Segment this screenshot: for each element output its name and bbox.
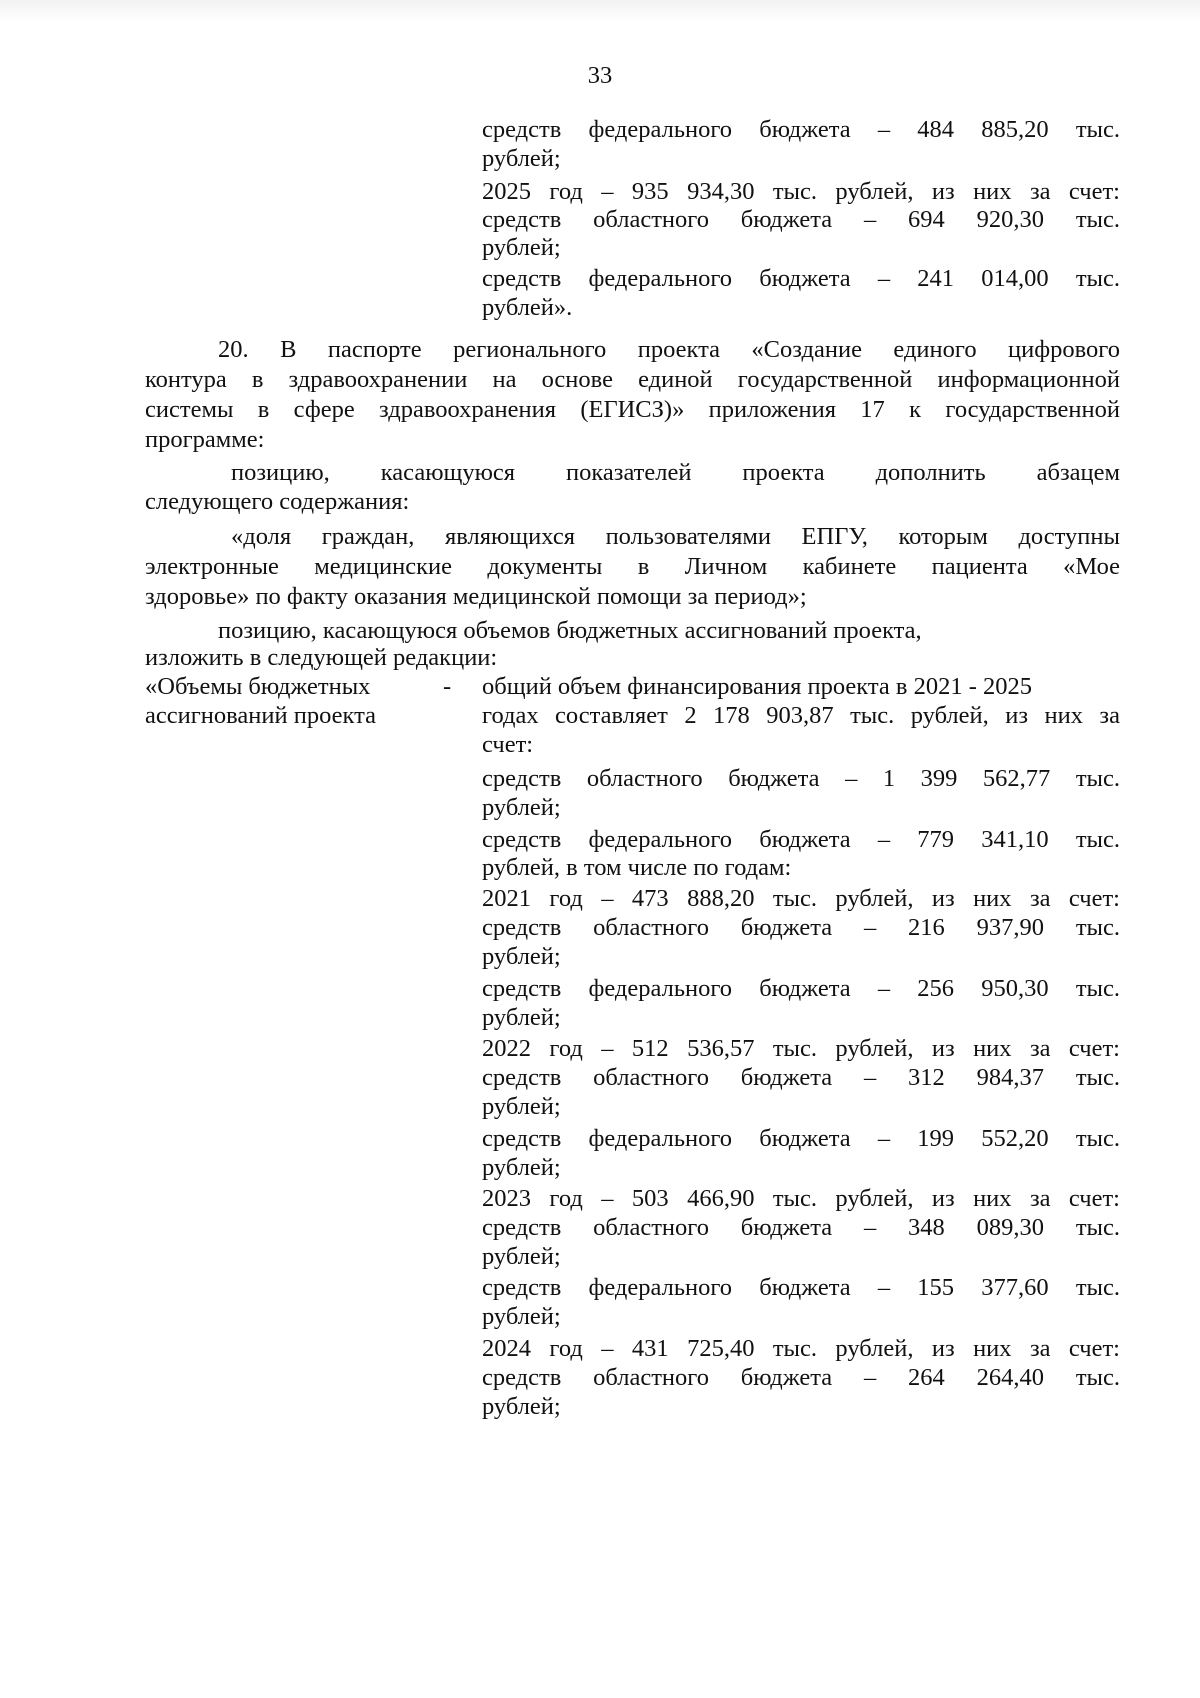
- financing-line: рублей, в том числе по годам:: [482, 854, 792, 881]
- financing-line: рублей;: [482, 1004, 561, 1031]
- financing-line: счет:: [482, 731, 534, 758]
- table-left-label: «Объемы бюджетных: [145, 673, 371, 700]
- financing-line: рублей;: [482, 1303, 561, 1330]
- financing-line: общий объем финансирования проекта в 2021 - 2025: [482, 673, 1032, 700]
- text-line: 2025 год – 935 934,30 тыс. рублей, из них за счет:: [482, 178, 1120, 205]
- instruction-line: изложить в следующей редакции:: [145, 644, 498, 671]
- financing-line: рублей;: [482, 1093, 561, 1120]
- instruction-line: позицию, касающуюся объемов бюджетных ассигнований проекта,: [218, 617, 922, 644]
- financing-line: годах составляет 2 178 903,87 тыс. рублей, из них за: [482, 702, 1120, 729]
- quoted-indicator-line: электронные медицинские документы в Личном кабинете пациента «Мое: [145, 553, 1120, 580]
- financing-line: 2022 год – 512 536,57 тыс. рублей, из них за счет:: [482, 1035, 1120, 1062]
- scan-edge: [0, 0, 1200, 22]
- table-dash: -: [443, 673, 452, 700]
- financing-line: рублей;: [482, 794, 561, 821]
- financing-line: средств федерального бюджета – 199 552,20 тыс.: [482, 1125, 1120, 1152]
- instruction-line: следующего содержания:: [145, 488, 410, 515]
- financing-line: рублей;: [482, 1393, 561, 1420]
- table-left-label: ассигнований проекта: [145, 702, 376, 729]
- quoted-indicator-line: «доля граждан, являющихся пользователями ЕПГУ, которым доступны: [231, 523, 1120, 550]
- paragraph-20-line: 20. В паспорте регионального проекта «Создание единого цифрового: [218, 336, 1120, 363]
- text-line: рублей».: [482, 294, 573, 321]
- financing-line: средств областного бюджета – 312 984,37 тыс.: [482, 1064, 1120, 1091]
- financing-line: 2021 год – 473 888,20 тыс. рублей, из них за счет:: [482, 885, 1120, 912]
- financing-line: средств областного бюджета – 216 937,90 тыс.: [482, 914, 1120, 941]
- text-line: средств областного бюджета – 694 920,30 тыс.: [482, 206, 1120, 233]
- financing-line: средств областного бюджета – 264 264,40 тыс.: [482, 1364, 1120, 1391]
- text-line: рублей;: [482, 145, 561, 172]
- financing-line: средств федерального бюджета – 779 341,10 тыс.: [482, 826, 1120, 853]
- page-number: 33: [587, 62, 613, 89]
- financing-line: средств федерального бюджета – 155 377,60 тыс.: [482, 1274, 1120, 1301]
- financing-line: средств областного бюджета – 1 399 562,77 тыс.: [482, 765, 1120, 792]
- financing-line: рублей;: [482, 1154, 561, 1181]
- financing-line: 2024 год – 431 725,40 тыс. рублей, из них за счет:: [482, 1335, 1120, 1362]
- financing-line: средств федерального бюджета – 256 950,30 тыс.: [482, 975, 1120, 1002]
- paragraph-20-line: системы в сфере здравоохранения (ЕГИСЗ)» приложения 17 к государственной: [145, 396, 1120, 423]
- financing-line: рублей;: [482, 1243, 561, 1270]
- financing-line: средств областного бюджета – 348 089,30 тыс.: [482, 1214, 1120, 1241]
- text-line: рублей;: [482, 234, 561, 261]
- paragraph-20-line: контура в здравоохранении на основе единой государственной информационной: [145, 366, 1120, 393]
- text-line: средств федерального бюджета – 241 014,00 тыс.: [482, 265, 1120, 292]
- instruction-line: позицию, касающуюся показателей проекта дополнить абзацем: [231, 459, 1120, 486]
- financing-line: 2023 год – 503 466,90 тыс. рублей, из них за счет:: [482, 1185, 1120, 1212]
- financing-line: рублей;: [482, 943, 561, 970]
- paragraph-20-line: программе:: [145, 426, 265, 453]
- text-line: средств федерального бюджета – 484 885,20 тыс.: [482, 116, 1120, 143]
- quoted-indicator-line: здоровье» по факту оказания медицинской помощи за период»;: [145, 583, 807, 610]
